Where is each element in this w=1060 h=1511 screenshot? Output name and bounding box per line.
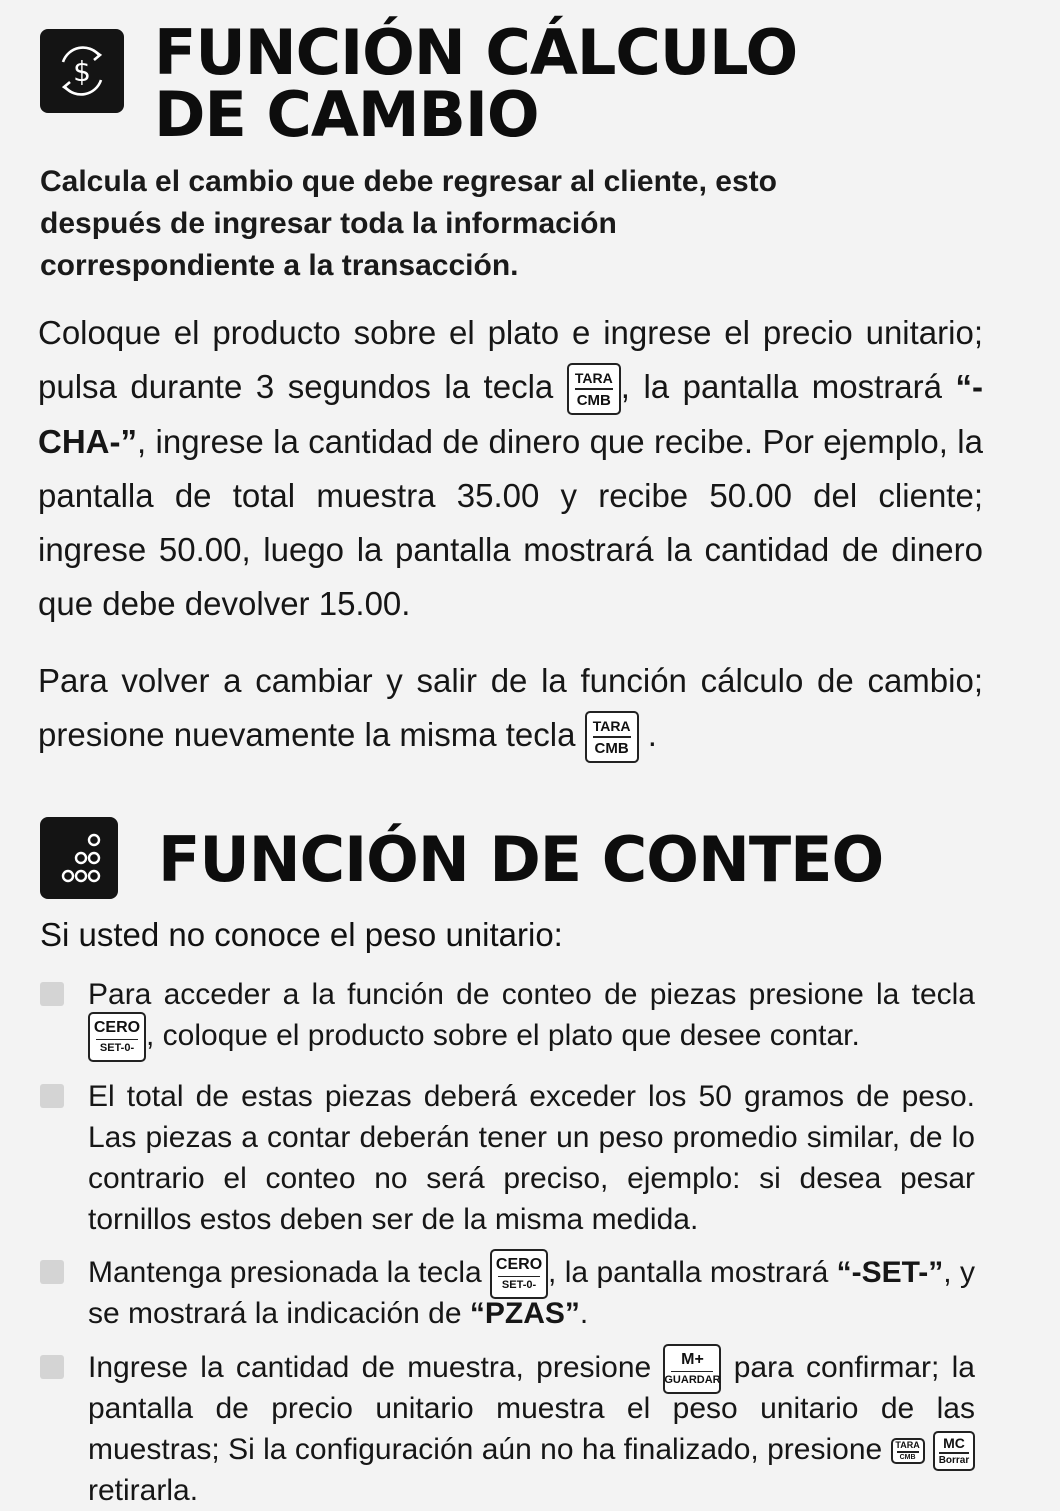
key-top-label: CERO	[93, 1018, 141, 1036]
tara-cmb-key	[567, 363, 621, 415]
text-span: Coloque el producto sobre el plato e ingrese el precio unitario; pulsa durante 3 segundos la tecla	[38, 314, 983, 405]
key-bottom-label: CMB	[576, 391, 611, 409]
cero-set-key	[88, 1012, 146, 1062]
text-span: El total de estas piezas deberá exceder los 50 gramos de peso. Las piezas a contar deberán tener un peso promedio similar, de lo contrario el conteo no será preciso, ejemplo: si desea pesar tornillos estos deben ser de la misma medida.	[88, 1080, 975, 1236]
m-plus-guardar-key	[663, 1344, 721, 1394]
conteo-intro: Si usted no conoce el peso unitario:	[40, 916, 563, 953]
display-code-set: “-SET-”	[836, 1256, 944, 1289]
title-line-2: DE CAMBIO	[154, 78, 539, 151]
text-span: , la pantalla mostrará	[548, 1256, 829, 1289]
text-span: retirarla.	[88, 1474, 199, 1508]
bullet-marker	[40, 982, 64, 1006]
key-bottom-label: CMB	[594, 739, 629, 757]
key-top-label: M+	[681, 1350, 704, 1368]
key-divider	[498, 1276, 540, 1278]
display-code-cha: “-CHA-”	[38, 368, 983, 461]
list-item	[40, 1347, 975, 1511]
bullet-marker	[40, 1355, 64, 1379]
list-item	[40, 1252, 975, 1334]
key-top-label: TARA	[574, 370, 613, 387]
small-key-icon	[891, 1438, 925, 1464]
text-span: , la pantalla mostrará	[620, 368, 942, 405]
tara-cmb-key	[585, 711, 639, 763]
key-divider	[897, 1451, 919, 1453]
section-title-conteo: FUNCIÓN DE CONTEO	[158, 823, 884, 896]
key-bottom-label: CMB	[899, 1453, 916, 1461]
key-bottom-label: Borrar	[938, 1454, 970, 1466]
text-span: .	[647, 716, 657, 753]
key-bottom-label: GUARDAR	[664, 1374, 721, 1387]
key-bottom-label: SET-0-	[501, 1279, 537, 1292]
bullet-marker	[40, 1084, 64, 1108]
mc-borrar-key	[933, 1431, 975, 1471]
text-span: Para acceder a la función de conteo de piezas presione la tecla	[88, 978, 975, 1011]
title-line-1: FUNCIÓN CÁLCULO	[154, 16, 798, 89]
dollar-exchange-icon	[40, 29, 124, 113]
paragraph-cambio-exit	[38, 654, 983, 763]
key-divider	[593, 736, 631, 738]
display-code-pzas: “PZAS”	[469, 1297, 580, 1331]
counting-dots-icon	[40, 817, 118, 899]
list-item	[40, 1076, 975, 1240]
key-divider	[96, 1039, 138, 1041]
key-divider	[939, 1452, 969, 1454]
paragraph-cambio-steps	[38, 306, 983, 631]
cero-set-key	[490, 1249, 548, 1299]
key-divider	[671, 1371, 713, 1373]
key-top-label: TARA	[895, 1440, 920, 1451]
text-span: Ingrese la cantidad de muestra, presione	[88, 1351, 652, 1384]
key-divider	[575, 388, 613, 390]
key-top-label: TARA	[592, 718, 631, 735]
svg-text:$: $	[73, 55, 91, 88]
text-span: , ingrese la cantidad de dinero que recibe. Por ejemplo, la pantalla de total muestra 35.00 y recibe 50.00 del cliente; ingrese 50.00, luego la pantalla mostrará la cantidad de dinero que debe devolver 15.00.	[38, 423, 983, 623]
text-span: .	[579, 1297, 589, 1331]
key-top-label: CERO	[495, 1255, 543, 1273]
list-item	[40, 974, 975, 1056]
key-top-label: MC	[943, 1435, 965, 1452]
text-span: Para volver a cambiar y salir de la función cálculo de cambio; presione nuevamente la misma tecla	[38, 662, 983, 753]
section-title-cambio	[154, 16, 798, 151]
text-span: , coloque el producto sobre el plato que desee contar.	[146, 1019, 860, 1052]
text-span: Mantenga presionada la tecla	[88, 1256, 482, 1289]
text-span: para confirmar; la pantalla de precio unitario muestra el peso unitario de las muestras; Si la configuración aún no ha finalizado, presione	[88, 1351, 975, 1467]
key-bottom-label: SET-0-	[99, 1042, 135, 1055]
section-subtitle: Calcula el cambio que debe regresar al cliente, esto después de ingresar toda la información correspondiente a la transacción.	[40, 165, 777, 282]
bullet-marker	[40, 1260, 64, 1284]
text-span: , y se mostrará la indicación de	[88, 1256, 975, 1331]
